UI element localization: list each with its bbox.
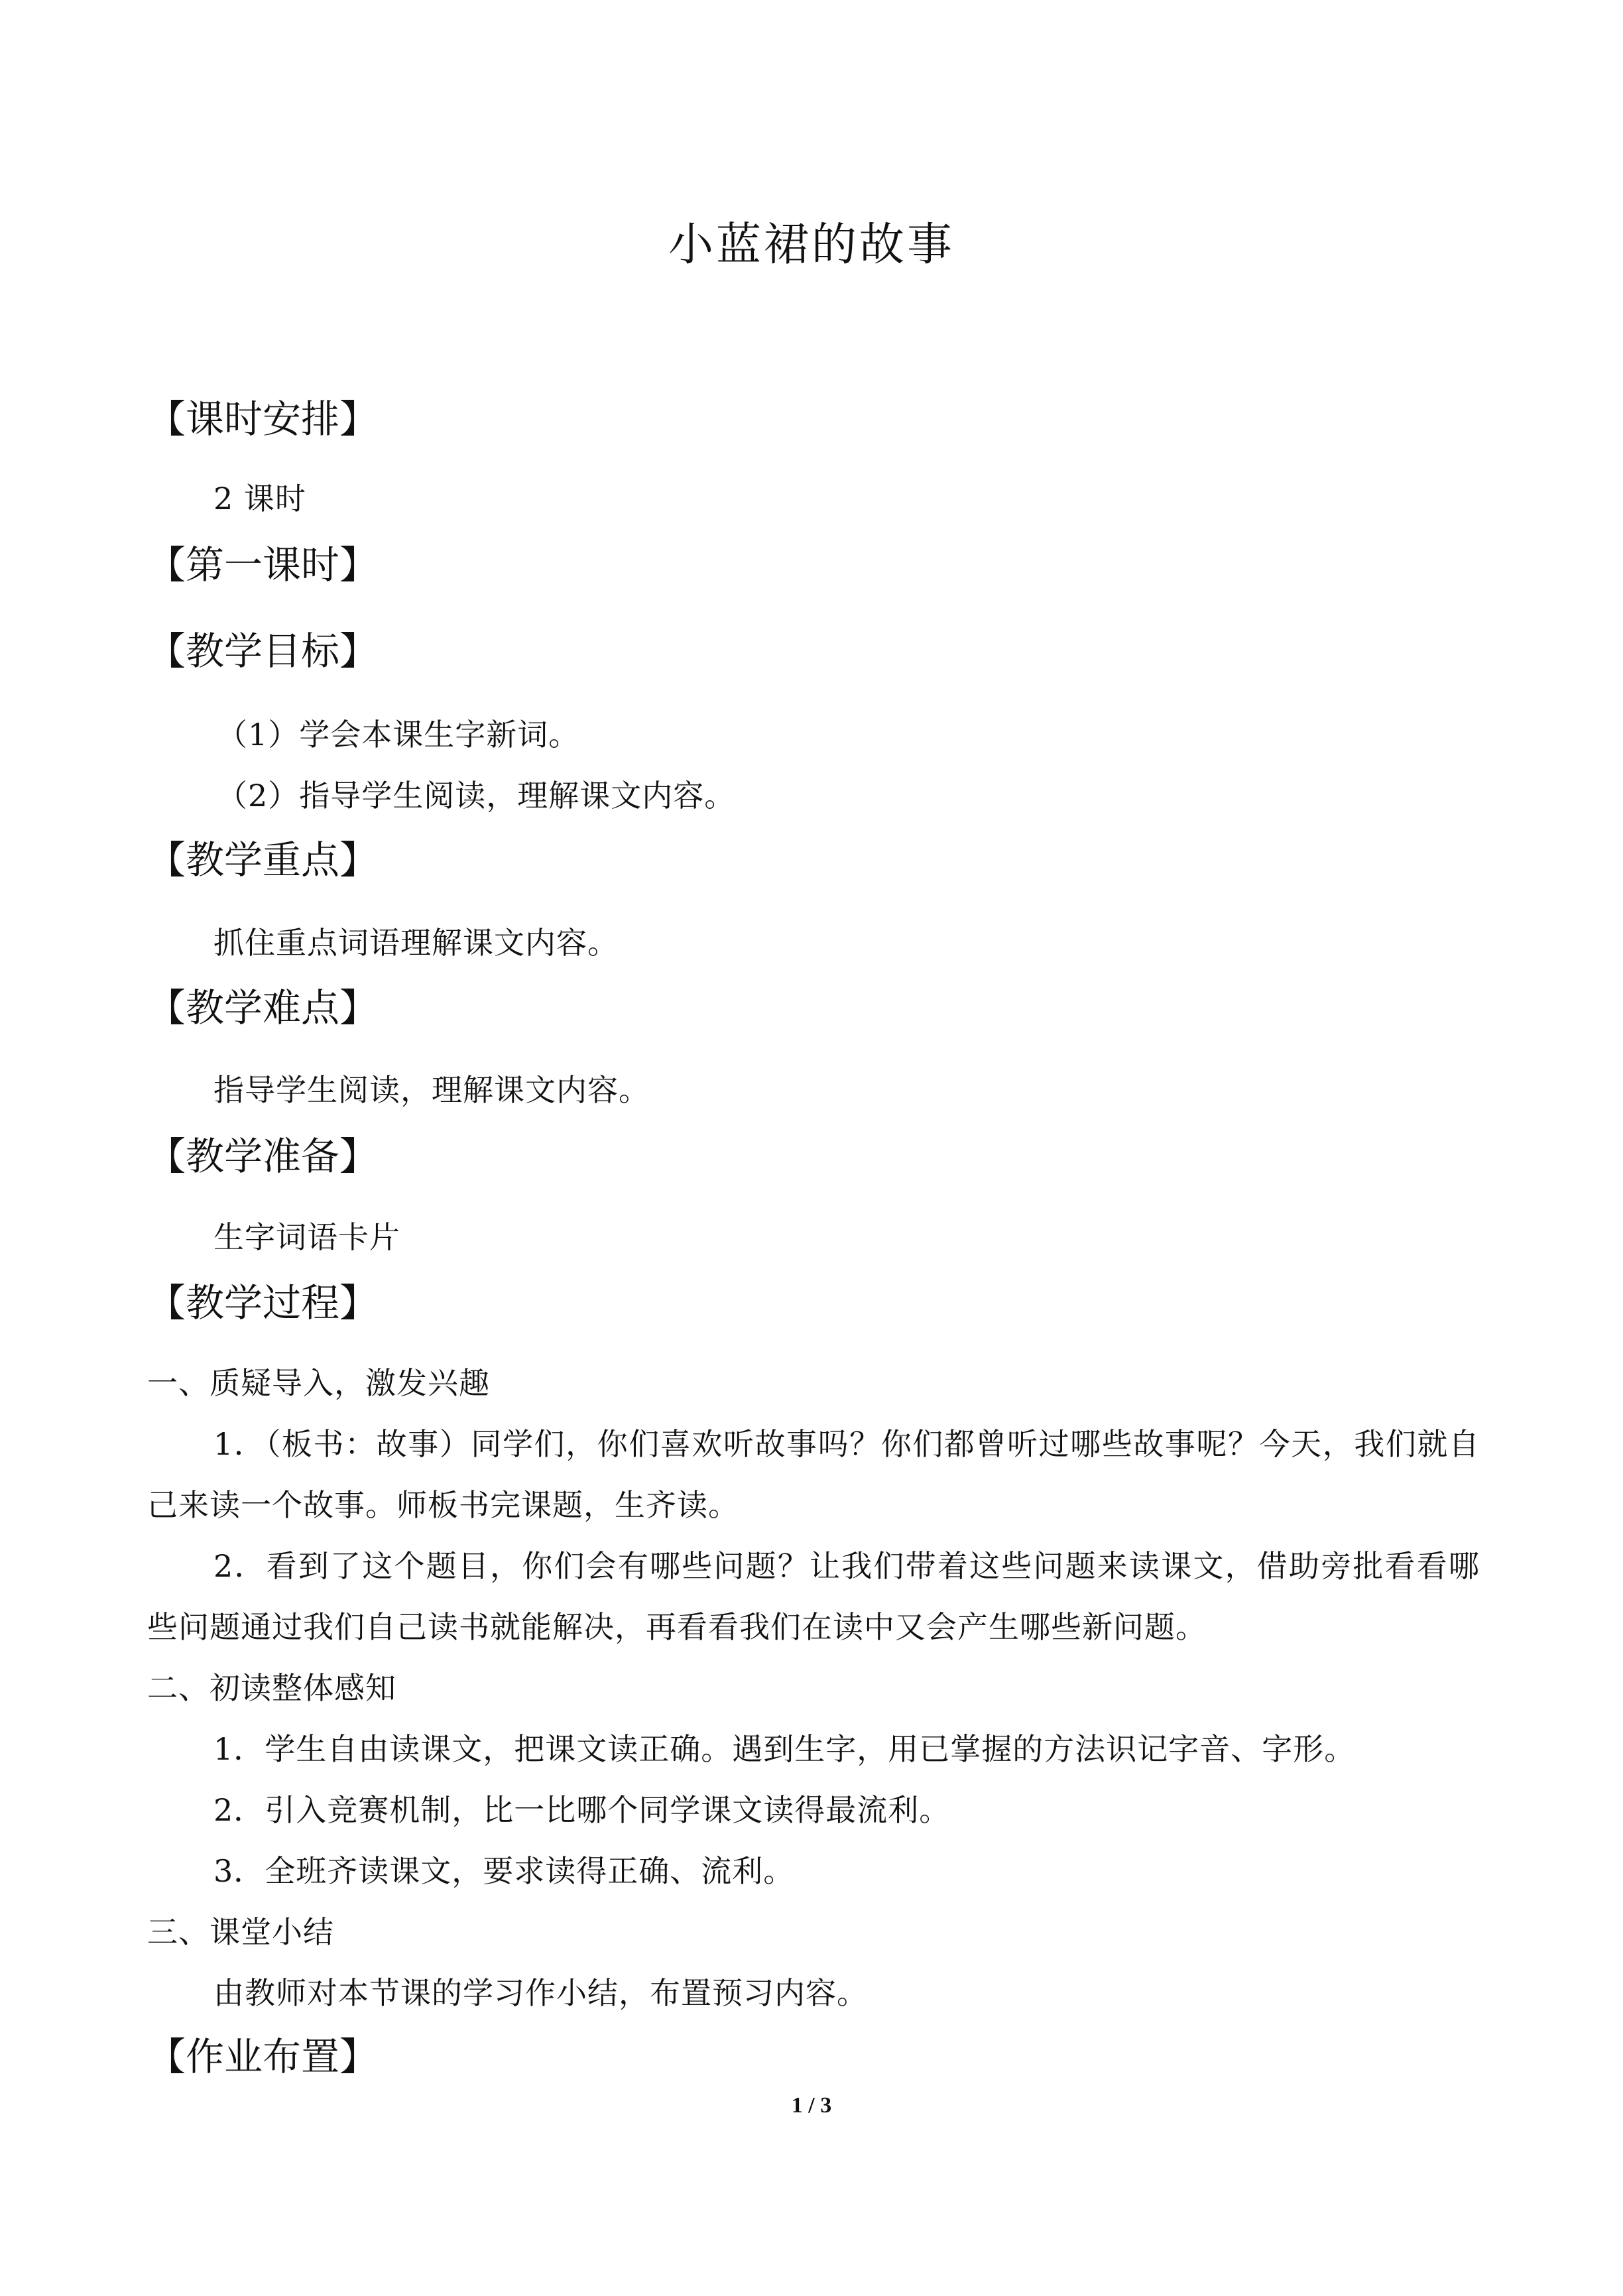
goal-item-1: （1）学会本课生字新词。 [217,717,580,753]
focus-text: 抓住重点词语理解课文内容。 [213,925,619,961]
difficulty-text: 指导学生阅读，理解课文内容。 [213,1072,650,1108]
part2-item-2: 2．引入竞赛机制，比一比哪个同学课文读得最流利。 [213,1792,951,1828]
part2-item-1: 1．学生自由读课文，把课文读正确。遇到生字，用已掌握的方法识记字音、字形。 [213,1731,1356,1767]
lesson1-heading: 【第一课时】 [147,542,379,587]
prep-text: 生字词语卡片 [213,1219,400,1255]
part2-item-3: 3．全班齐读课文，要求读得正确、流利。 [213,1853,795,1889]
schedule-text: 2 课时 [213,481,306,516]
focus-heading: 【教学重点】 [147,837,379,882]
homework-heading: 【作业布置】 [147,2034,379,2079]
part1-title: 一、质疑导入，激发兴趣 [147,1365,490,1401]
part3-title: 三、课堂小结 [147,1914,334,1950]
part2-title: 二、初读整体感知 [147,1670,396,1706]
part3-text: 由教师对本节课的学习作小结，布置预习内容。 [213,1975,868,2011]
page-number: 1 / 3 [791,2093,832,2118]
page-title: 小蓝裙的故事 [668,219,955,271]
process-heading: 【教学过程】 [147,1280,379,1325]
goal-item-2: （2）指导学生阅读，理解课文内容。 [217,778,736,814]
prep-heading: 【教学准备】 [147,1134,379,1179]
schedule-heading: 【课时安排】 [147,396,379,442]
goals-heading: 【教学目标】 [147,629,379,674]
difficulty-heading: 【教学难点】 [147,985,379,1030]
part1-item-1: 1．（板书：故事）同学们，你们喜欢听故事吗？你们都曾听过哪些故事呢？今天，我们就自己来读一个故事。师板书完课题，生齐读。 [147,1426,1480,1523]
part1-item-2: 2．看到了这个题目，你们会有哪些问题？让我们带着这些问题来读课文，借助旁批看看哪些问题通过我们自己读书就能解决，再看看我们在读中又会产生哪些新问题。 [147,1548,1480,1645]
